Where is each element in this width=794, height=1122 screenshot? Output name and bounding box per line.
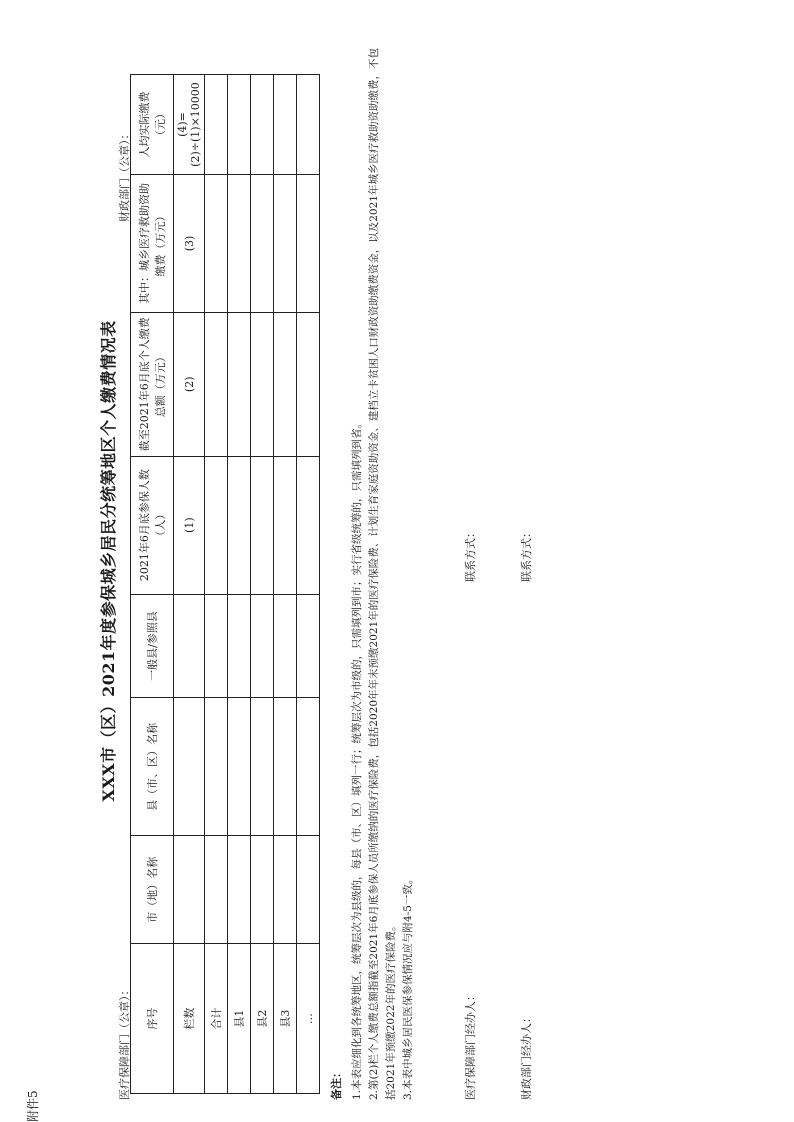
- table-cell: [205, 175, 228, 313]
- table-cell: [228, 456, 251, 594]
- header-city: 市（地）名称: [131, 836, 174, 944]
- table-cell: [205, 75, 228, 175]
- table-cell: [251, 175, 274, 313]
- formula-avg: (4)=(2)÷(1)×10000: [174, 75, 205, 175]
- table-cell: [274, 698, 297, 836]
- row-label-county-3: 县3: [274, 944, 297, 1094]
- table-cell: [297, 594, 320, 698]
- note-item-3: 3.本表中城乡居民医保参保情况应与附4-5一致。: [402, 873, 414, 1100]
- table-cell: [228, 836, 251, 944]
- header-total-fee: 截至2021年6月底个人缴费总额（万元）: [131, 312, 174, 456]
- table-cell: [251, 836, 274, 944]
- table-cell: [251, 456, 274, 594]
- table-cell: [251, 75, 274, 175]
- table-cell: [297, 698, 320, 836]
- table-cell: [174, 836, 205, 944]
- header-subsidy: 其中：城乡医疗救助资助缴费（万元）: [131, 175, 174, 313]
- table-cell: [274, 175, 297, 313]
- attachment-label: 附件5: [26, 1090, 40, 1122]
- table-cell: [297, 175, 320, 313]
- formula-row-label: 栏数: [174, 944, 205, 1094]
- header-type: 一般县/参照县: [131, 594, 174, 698]
- notes-heading: 备注：: [330, 1067, 343, 1100]
- table-cell: [228, 698, 251, 836]
- header-county: 县（市、区）名称: [131, 698, 174, 836]
- header-seq: 序号: [131, 944, 174, 1094]
- row-label-county-1: 县1: [228, 944, 251, 1094]
- table-cell: [274, 836, 297, 944]
- table-cell: [297, 836, 320, 944]
- table-cell: [297, 456, 320, 594]
- header-insured: 2021年6月底参保人数（人）: [131, 456, 174, 594]
- notes-section: [328, 40, 417, 1100]
- table-cell: [205, 312, 228, 456]
- finance-contact-label: 联系方式：: [520, 527, 533, 582]
- table-header-row: [131, 75, 174, 1094]
- table-cell: [228, 175, 251, 313]
- note-item-2: 2.第(2)栏个人缴费总额指截至2021年6月底参保人员所缴纳的医疗保险费，包括2020年年末预缴2021年的医疗保险费、计划生育家庭资助资金、建档立卡贫困人口财政资助缴费资金，以及2021年城乡医疗救助资助缴费，不包括2021年预缴2022年的医疗保险费。: [368, 48, 397, 1100]
- formula-subsidy: (3): [174, 175, 205, 313]
- page-title: XXX市（区）2021年度参保城乡居民分统筹地区个人缴费情况表: [99, 320, 118, 802]
- table-cell: [205, 698, 228, 836]
- table-row: [251, 75, 274, 1094]
- row-label-total: 合计: [205, 944, 228, 1094]
- table-cell: [174, 594, 205, 698]
- table-cell: [205, 594, 228, 698]
- table-row: [205, 75, 228, 1094]
- table-cell: [251, 698, 274, 836]
- finance-dept-seal-label: 财政部门（公章）：: [118, 128, 131, 222]
- medical-dept-seal-label: 医疗保障部门（公章）：: [118, 984, 131, 1100]
- formula-insured: (1): [174, 456, 205, 594]
- row-label-county-2: 县2: [251, 944, 274, 1094]
- table-cell: [297, 312, 320, 456]
- formula-row: [174, 75, 205, 1094]
- table-cell: [228, 312, 251, 456]
- table-cell: [205, 456, 228, 594]
- table-row: [274, 75, 297, 1094]
- fee-table: [130, 74, 320, 1094]
- table-cell: [205, 836, 228, 944]
- medical-contact-label: 联系方式：: [464, 527, 477, 582]
- table-cell: [251, 594, 274, 698]
- table-row: [228, 75, 251, 1094]
- row-label-ellipsis: …: [297, 944, 320, 1094]
- table-cell: [274, 312, 297, 456]
- table-cell: [228, 594, 251, 698]
- table-cell: [251, 312, 274, 456]
- table-cell: [274, 594, 297, 698]
- finance-handler-label: 财政部门经办人：: [520, 1012, 533, 1100]
- table-cell: [297, 75, 320, 175]
- header-avg: 人均实际缴费（元）: [131, 75, 174, 175]
- table-cell: [228, 75, 251, 175]
- medical-handler-label: 医疗保障部门经办人：: [464, 990, 477, 1100]
- table-row: [297, 75, 320, 1094]
- table-cell: [274, 456, 297, 594]
- formula-total-fee: (2): [174, 312, 205, 456]
- table-cell: [174, 698, 205, 836]
- note-item-1: 1.本表应细化到各统筹地区，统筹层次为县级的，每县（市、区）填列一行；统筹层次为市级的，只需填列到市；实行省级统筹的，只需填列到省。: [351, 417, 363, 1100]
- table-cell: [274, 75, 297, 175]
